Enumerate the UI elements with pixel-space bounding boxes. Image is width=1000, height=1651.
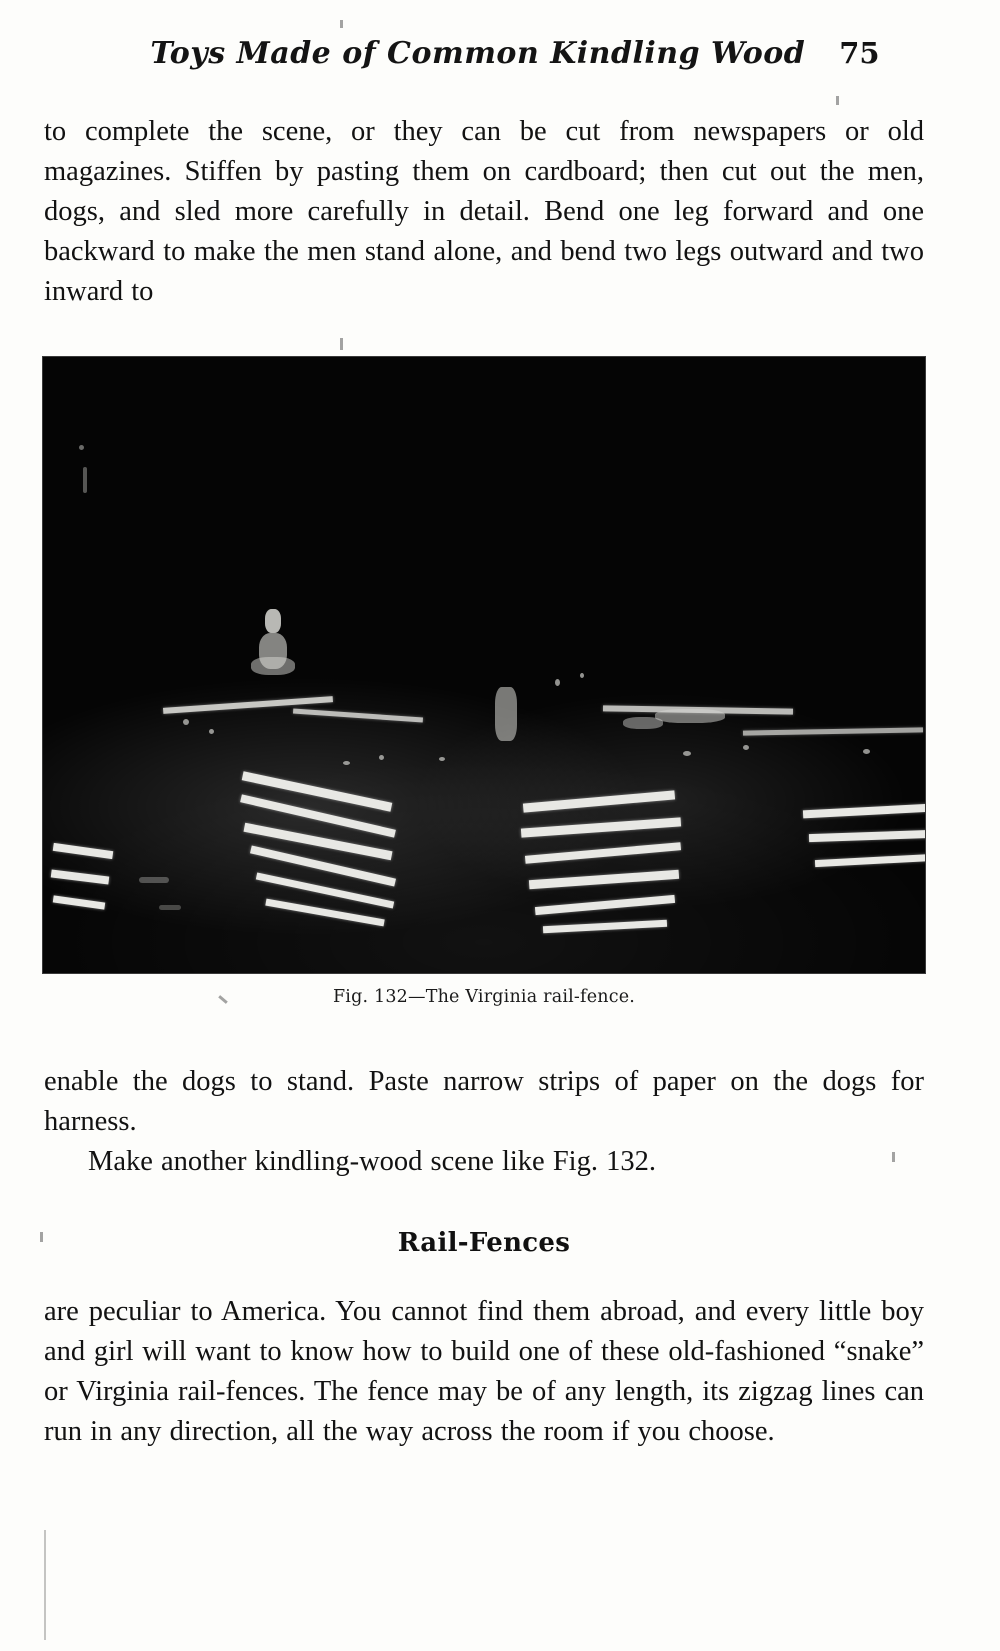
scan-speck xyxy=(340,338,343,350)
scan-edge-line xyxy=(44,1530,46,1640)
scan-speck xyxy=(892,1152,895,1162)
figure-image-rail-fence xyxy=(42,356,926,974)
top-text-block xyxy=(44,112,924,312)
photo-haze xyxy=(43,357,925,973)
figure-caption-text: Fig. 132—The Virginia rail-fence. xyxy=(332,987,636,1007)
figure-caption xyxy=(42,987,926,1007)
running-head xyxy=(90,36,940,71)
scan-speck xyxy=(40,1232,43,1242)
paragraph: to complete the scene, or they can be cut from newspapers or old magazines. Stiffen by pasting them on cardboard; then cut out the men, dogs, and sled more carefully in detail. Bend one leg forward and one backward to make the men stand alone, and bend two legs outward and two inward to xyxy=(44,116,924,307)
paragraph: are peculiar to America. You cannot find them abroad, and every little boy and girl will want to know how to build one of these old-fashioned “snake” or Virginia rail-fences. The fence may be of any length, its zigzag lines can run in any direction, all the way across the room if you choose. xyxy=(44,1296,924,1447)
bottom-text-block xyxy=(44,1292,924,1452)
figure-132 xyxy=(42,356,926,1007)
mid-text-block xyxy=(44,1062,924,1182)
page-title: Toys Made of Common Kindling Wood xyxy=(150,36,806,71)
scan-speck xyxy=(836,96,839,105)
scan-speck xyxy=(340,20,343,28)
paragraph: Make another kindling-wood scene like Fig. 132. xyxy=(88,1146,656,1177)
section-heading: Rail-Fences xyxy=(397,1228,571,1258)
paragraph: enable the dogs to stand. Paste narrow strips of paper on the dogs for harness. xyxy=(44,1066,924,1137)
page-number: 75 xyxy=(839,36,880,70)
